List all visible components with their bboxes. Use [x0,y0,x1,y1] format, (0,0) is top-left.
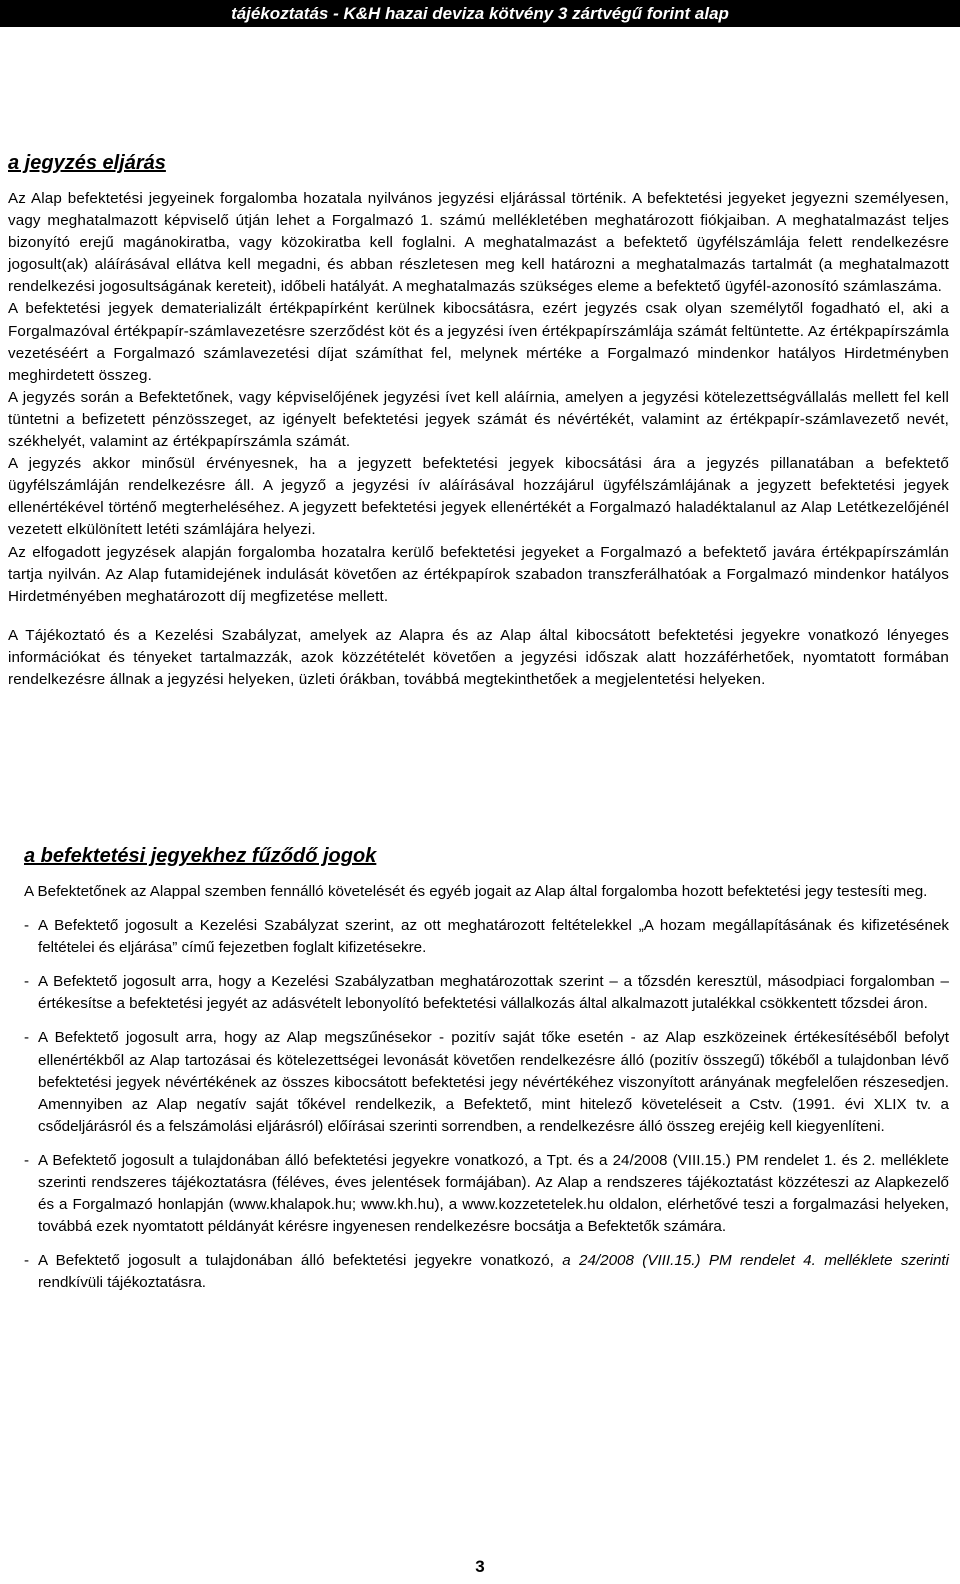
list-item-text: A Befektető jogosult arra, hogy a Kezelési Szabályzatban meghatározottak szerint – a tőzsdén keresztül, másodpiaci forgalomban – értékesítse a befektetési jegyét az adásvételt lebonyolító befektetési vállalkozás által alkalmazott jutalékkal csökkentett tőzsdei áron. [38,973,949,1013]
list-item [24,915,949,959]
list-item-text-regular: A Befektető jogosult a tulajdonában álló befektetési jegyekre vonatkozó, [38,1252,563,1270]
list-dash: - [24,973,30,991]
list-item-text: A Befektető jogosult a tulajdonában álló befektetési jegyekre vonatkozó, a Tpt. és a 24/2008 (VIII.15.) PM rendelet 1. és 2. melléklete szerinti rendszeres tájékoztatásra (féléves, éves jelentések formájában). Az Alap a rendszeres tájékoztatást közzéteszi az Alapkezelő és a Forgalmazó honlapján (www.khalapok.hu; www.kh.hu), a www.kozzetetelek.hu oldalon, elérhetővé teszi a forgalmazási helyeken, továbbá ezek nyomtatott példányát kérésre ingyenesen rendelkezésre bocsátja a Befektetők számára. [38,1151,949,1236]
paragraph: Az elfogadott jegyzések alapján forgalomba hozatalra kerülő befektetési jegyeket a Forgalmazó a befektető javára értékpapírszámlán tartja nyilván. Az Alap futamidejének indulását követően az értékpapírok szabadon transzferálhatóak a Forgalmazó mindenkor hatályos Hirdetményében meghatározott díj megfizetése mellett. [8,543,949,605]
section-investor-rights [24,843,949,1307]
paragraph: A Tájékoztató és a Kezelési Szabályzat, amelyek az Alapra és az Alap által kibocsátott befektetési jegyekre vonatkozó lényeges információkat és tényeket tartalmazzák, azok közzétételét követően a jegyzési időszak alatt hozzáférhetőek, nyomtatott formában rendelkezésre állnak a jegyzési helyeken, üzleti órákban, továbbá megtekinthetőek a megjelentetési helyeken. [8,626,949,688]
list-item [24,1150,949,1238]
paragraph: Az Alap befektetési jegyeinek forgalomba hozatala nyilvános jegyzési eljárással történik. A befektetési jegyeket jegyezni személyesen, vagy meghatalmazott képviselő útján lehet a Forgalmazó 1. számú mellékletében meghatározott fiókjaiban. A meghatalmazást teljes bizonyító erejű magánokiratba, vagy közokiratba kell foglalni. A meghatalmazást a befektető ügyfélszámlája felett rendelkezésre jogosult(ak) aláírásával ellátva kell megadni, és abban részletesen meg kell határozni a meghatalmazás tartalmát (a meghatalmazott rendelkezési jogosultságának kereteit), időbeli hatályát. A meghatalmazás szükséges eleme a befektető ügyfél-azonosító számlaszáma. [8,190,949,296]
list-dash: - [24,1252,30,1270]
list-item [24,1027,949,1137]
section-heading: a befektetési jegyekhez fűződő jogok [24,845,377,867]
list-item [24,1250,949,1294]
list-dash: - [24,1029,30,1047]
list-item-text-italic: a 24/2008 (VIII.15.) PM rendelet 4. melléklete szerinti [562,1252,950,1270]
list-dash: - [24,1151,30,1169]
document-header [0,0,960,27]
list-item-text: A Befektető jogosult a Kezelési Szabályzat szerint, az ott meghatározott feltételekkel „A hozam megállapításának és kifizetésének feltételei és eljárása” című fejezetben foglalt kifizetésekre. [38,917,949,957]
list-item [24,971,949,1015]
list-dash: - [24,917,30,935]
list-item-text: A Befektető jogosult arra, hogy az Alap megszűnésekor - pozitív saját tőke esetén - az Alap eszközeinek értékesítéséből befolyt ellenértékből az Alap tartozásai és kötelezettségei levonását követően rendelkezésre álló (pozitív összegű) tőkéből a tulajdonban lévő befektetési jegyek névértékének az összes kibocsátott befektetési jegy névértékéhez viszonyított arányának megfelelően részesedjen. Amennyiben az Alap negatív saját tőkével rendelkezik, a Befektető, mint hitelező követeléseit a Cstv. (1991. évi XLIX tv. a csődeljárásról és a felszámolási eljárásról) előírásai szerinti sorrendben, a rendelkezésre álló összeg erejéig kell kiegyenlíteni. [38,1029,949,1135]
section-heading: a jegyzés eljárás [8,152,166,174]
header-title: tájékoztatás - K&H hazai deviza kötvény 3 zártvégű forint alap [231,4,729,23]
page-number: 3 [475,1557,485,1576]
list-item-text [38,1250,949,1294]
paragraph: A jegyzés során a Befektetőnek, vagy képviselőjének jegyzési ívet kell aláírnia, amelyen a jegyzési kötelezettségvállalás mellett fel kell tüntetni a befizetett pénzösszeget, az igényelt befektetési jegyek számát és névértékét, valamint az értékpapír-számlavezető nevét, székhelyét, valamint az értékpapírszámla számát. [8,388,949,451]
section-subscription-procedure [8,150,949,691]
paragraph: A jegyzés akkor minősül érvényesnek, ha a jegyzett befektetési jegyek kibocsátási ára a jegyzés pillanatában a befektető ügyfélszámláján rendelkezésre áll. A jegyző a jegyzési ív aláírásával hozzájárul ügyfélszámlájának a jegyzett befektetési jegyek ellenértékével történő megterheléséhez. A jegyzett befektetési jegyek ellenértékét a Forgalmazó haladéktalanul az Alap Letétkezelőjénél vezetett elkülönített letéti számlájára helyezi. [8,455,949,539]
list-item-text-regular: rendkívüli tájékoztatásra. [38,1274,206,1292]
paragraph: A befektetési jegyek dematerializált értékpapírként kerülnek kibocsátásra, ezért jegyzés csak olyan személytől fogadható el, aki a Forgalmazóval értékpapír-számlavezetésre szerződést köt és a jegyzési íven értékpapírszámlája számát feltüntette. Az értékpapírszámla vezetéséért a Forgalmazó számlavezetési díjat számíthat fel, melynek mértéke a Forgalmazó mindenkor hatályos Hirdetményben meghirdetett összeg. [8,300,949,384]
intro-paragraph: A Befektetőnek az Alappal szemben fennálló követelését és egyéb jogait az Alap által forgalomba hozott befektetési jegy testesíti meg. [24,883,928,900]
